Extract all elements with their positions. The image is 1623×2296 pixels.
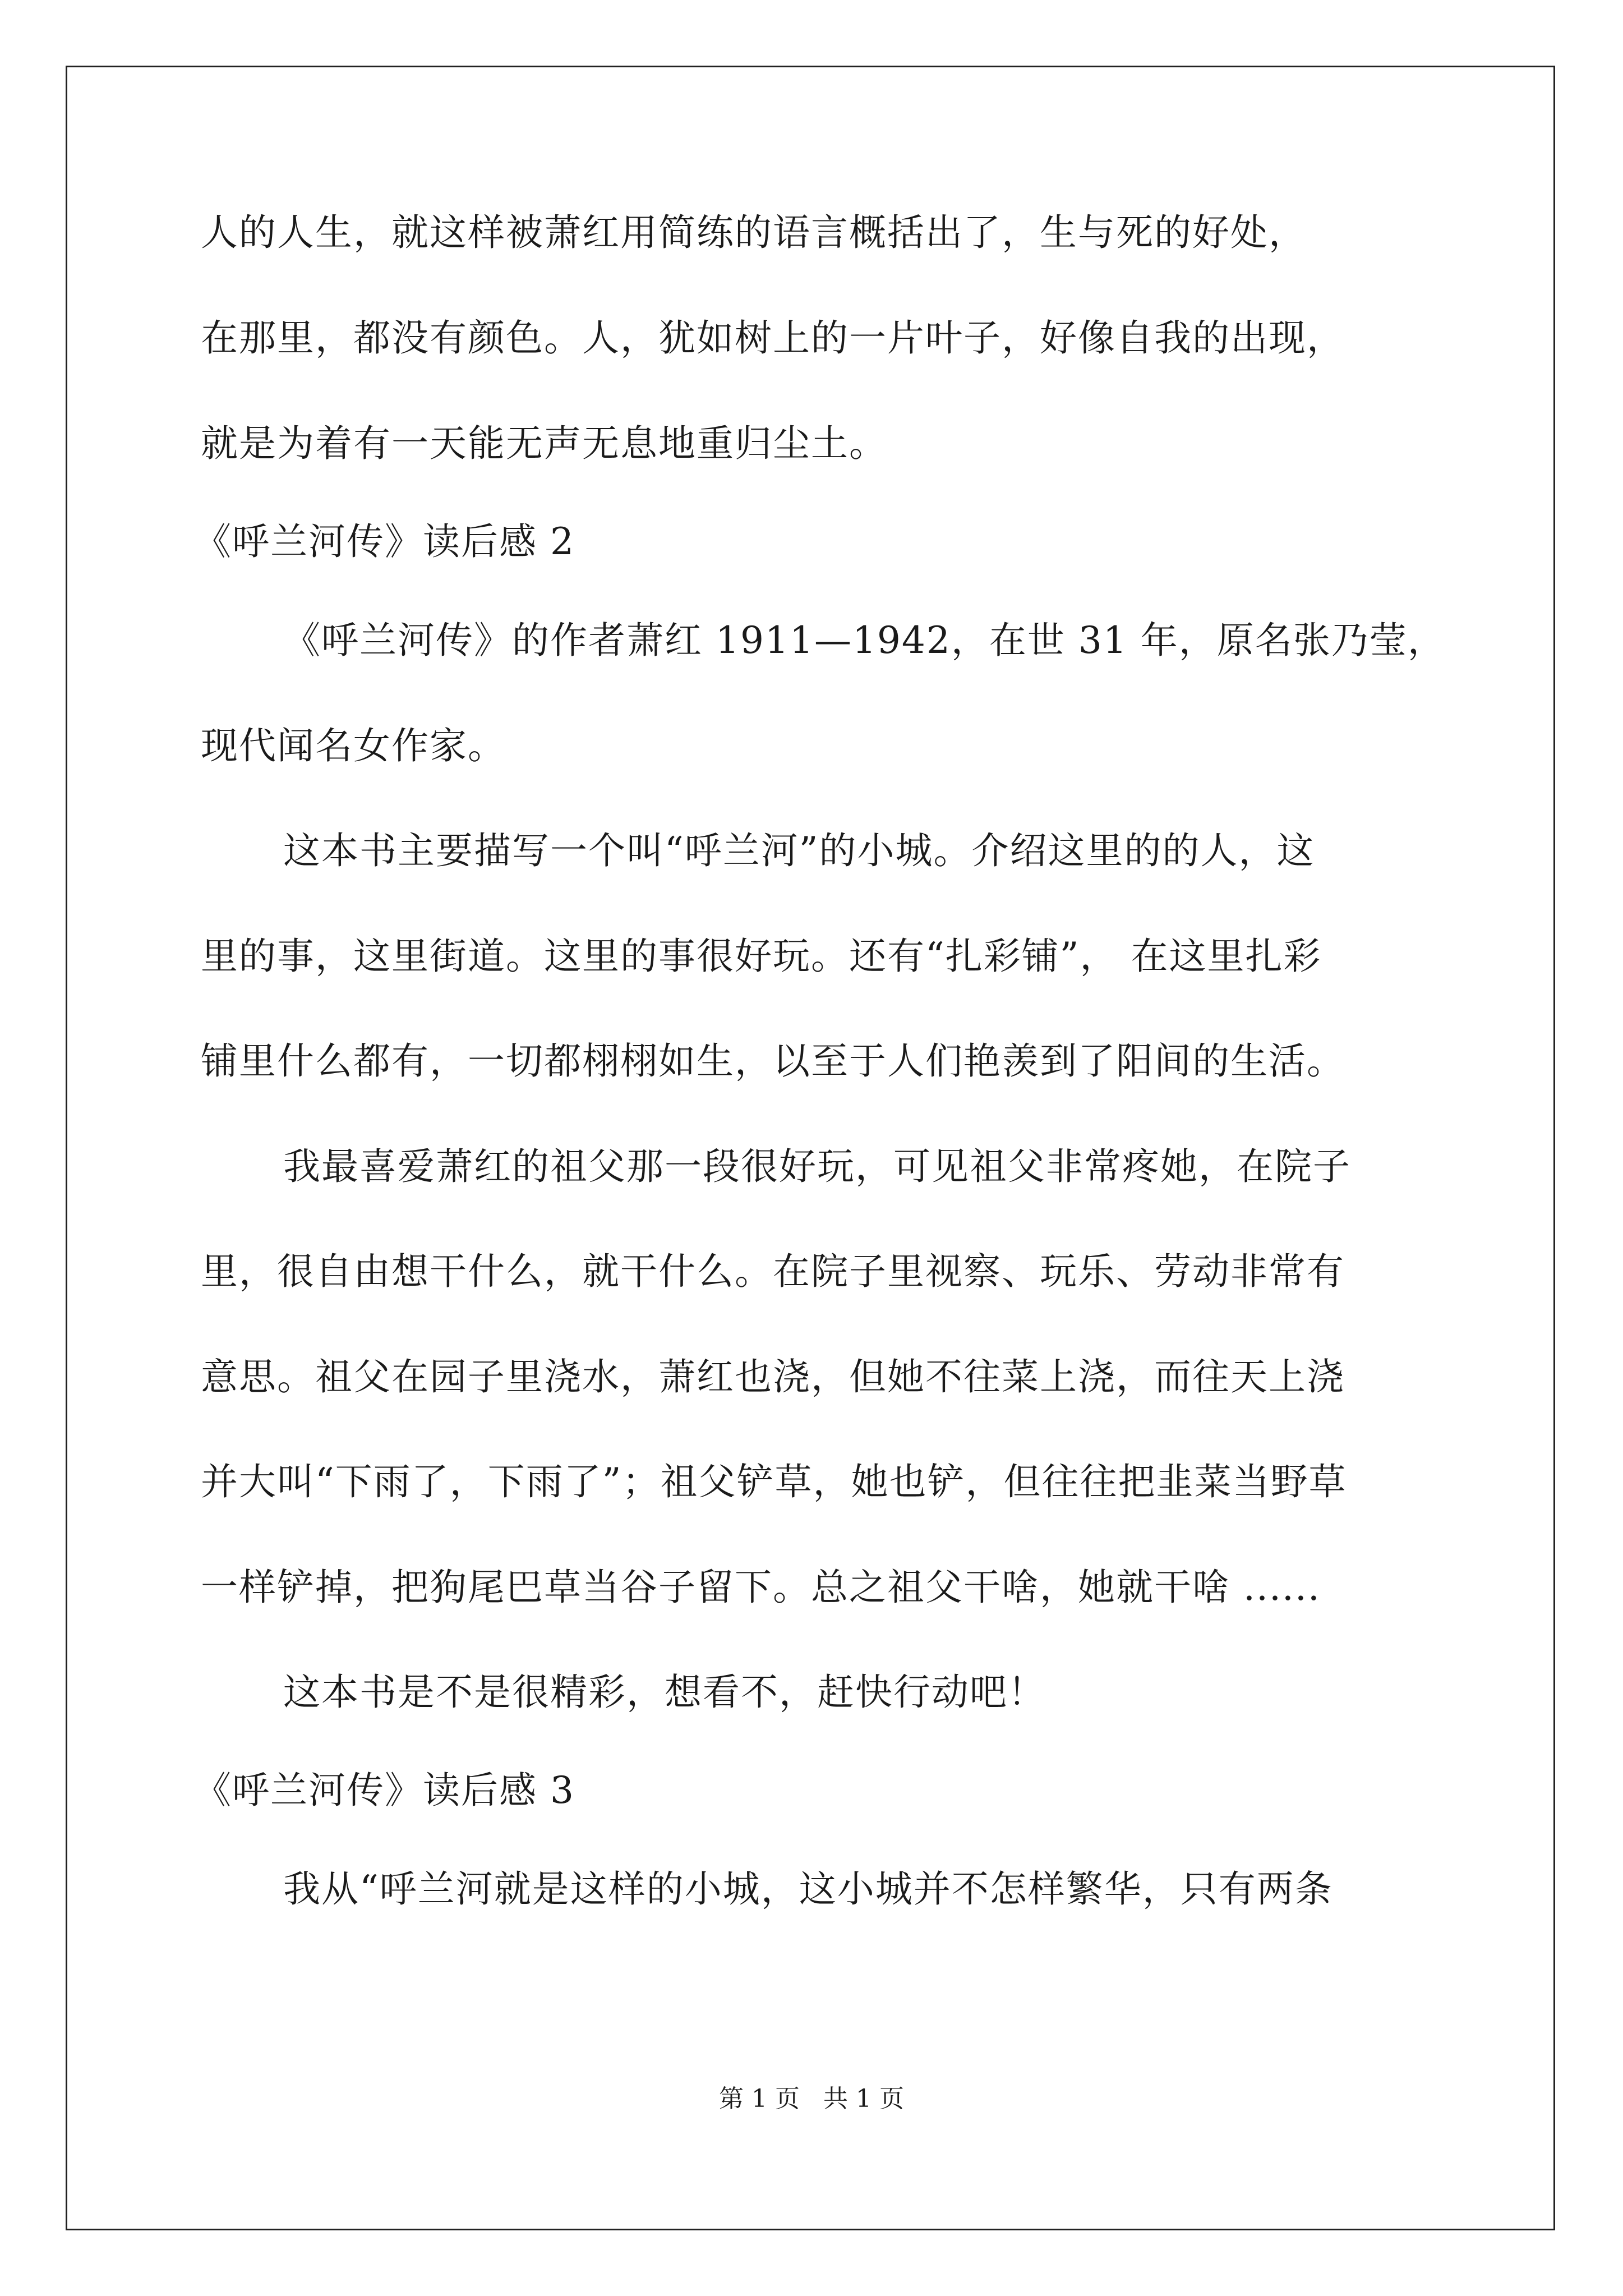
section-heading: 《呼兰河传》读后感 3 [194, 1769, 575, 1812]
paragraph-line: 我最喜爱萧红的祖父那一段很好玩，可见祖父非常疼她，在院子 [283, 1145, 1351, 1188]
paragraph-line: 铺里什么都有，一切都栩栩如生，以至于人们艳羡到了阳间的生活。 [201, 1039, 1345, 1083]
paragraph-line: 《呼兰河传》的作者萧红 1911—1942，在世 31 年，原名张乃莹， [283, 619, 1446, 662]
paragraph-line: 这本书主要描写一个叫“呼兰河”的小城。介绍这里的的人，这 [283, 829, 1315, 872]
paragraph-line: 一样铲掉，把狗尾巴草当谷子留下。总之祖父干啥，她就干啥 ...... [201, 1566, 1321, 1609]
paragraph-line: 在那里，都没有颜色。人，犹如树上的一片叶子，好像自我的出现， [201, 316, 1345, 360]
paragraph-line: 现代闻名女作家。 [201, 724, 506, 767]
paragraph-line: 里，很自由想干什么，就干什么。在院子里视察、玩乐、劳动非常有 [201, 1250, 1345, 1293]
page-number-footer: 第 1 页 共 1 页 [719, 2085, 904, 2113]
paragraph-line: 这本书是不是很精彩，想看不，赶快行动吧！ [283, 1671, 1046, 1714]
paragraph-line: 我从“呼兰河就是这样的小城，这小城并不怎样繁华，只有两条 [283, 1867, 1333, 1911]
paragraph-line: 里的事，这里街道。这里的事很好玩。还有“扎彩铺”， 在这里扎彩 [201, 935, 1322, 978]
paragraph-line: 并大叫“下雨了，下雨了”；祖父铲草，她也铲，但往往把韭菜当野草 [201, 1460, 1347, 1503]
paragraph-line: 人的人生，就这样被萧红用简练的语言概括出了，生与死的好处， [201, 211, 1307, 254]
paragraph-line: 意思。祖父在园子里浇水，萧红也浇，但她不往菜上浇，而往天上浇 [201, 1355, 1345, 1398]
paragraph-line: 就是为着有一天能无声无息地重归尘土。 [201, 422, 887, 465]
section-heading: 《呼兰河传》读后感 2 [194, 520, 575, 563]
